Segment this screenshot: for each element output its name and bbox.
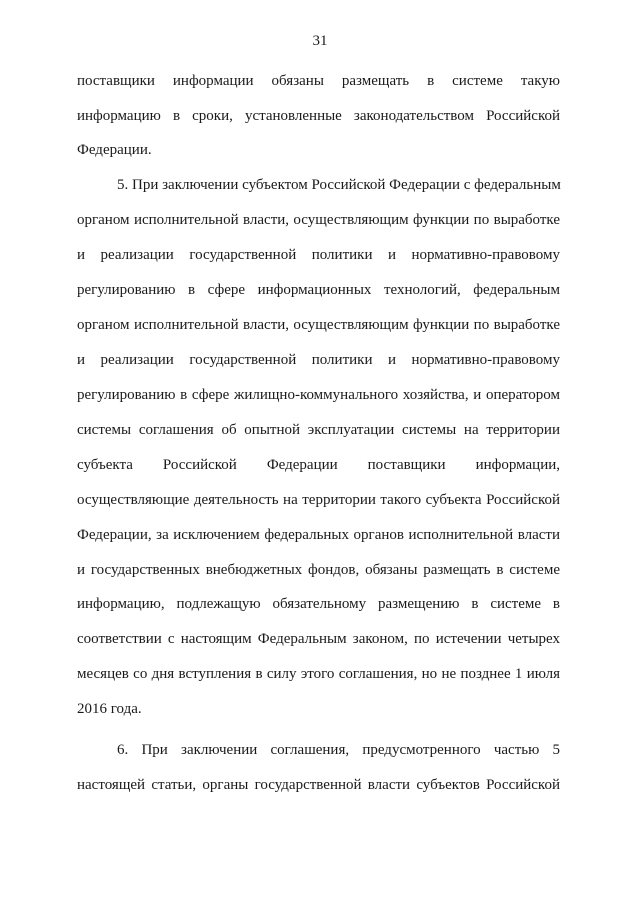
text-line: осуществляющие деятельность на территории такого субъекта Российской: [77, 492, 560, 508]
text-line: органом исполнительной власти, осуществляющим функции по выработке: [77, 317, 560, 333]
text-line: информацию, подлежащую обязательному размещению в системе в: [77, 596, 560, 612]
text-line: и реализации государственной политики и нормативно-правовому: [77, 352, 560, 368]
text-line: Федерации.: [77, 142, 152, 158]
text-line: Федерации, за исключением федеральных органов исполнительной власти: [77, 527, 560, 543]
text-line: регулированию в сфере информационных технологий, федеральным: [77, 282, 560, 298]
text-line: месяцев со дня вступления в силу этого соглашения, но не позднее 1 июля: [77, 666, 560, 682]
text-line: регулированию в сфере жилищно-коммунального хозяйства, и оператором: [77, 387, 560, 403]
text-line: и реализации государственной политики и нормативно-правовому: [77, 247, 560, 263]
text-line: органом исполнительной власти, осуществляющим функции по выработке: [77, 212, 560, 228]
text-line: соответствии с настоящим Федеральным законом, по истечении четырех: [77, 631, 560, 647]
paragraph-6-start: 6. При заключении соглашения, предусмотренного частью 5: [117, 742, 560, 758]
text-line: настоящей статьи, органы государственной власти субъектов Российской: [77, 777, 560, 793]
text-line: поставщики информации обязаны размещать в системе такую: [77, 73, 560, 89]
text-line: 2016 года.: [77, 701, 142, 717]
text-line: субъекта Российской Федерации поставщики информации,: [77, 457, 560, 473]
page-number: 31: [312, 33, 328, 49]
paragraph-5-start: 5. При заключении субъектом Российской Федерации с федеральным: [117, 177, 561, 193]
text-line: информацию в сроки, установленные законодательством Российской: [77, 108, 560, 124]
text-line: системы соглашения об опытной эксплуатации системы на территории: [77, 422, 560, 438]
text-line: и государственных внебюджетных фондов, обязаны размещать в системе: [77, 562, 560, 578]
